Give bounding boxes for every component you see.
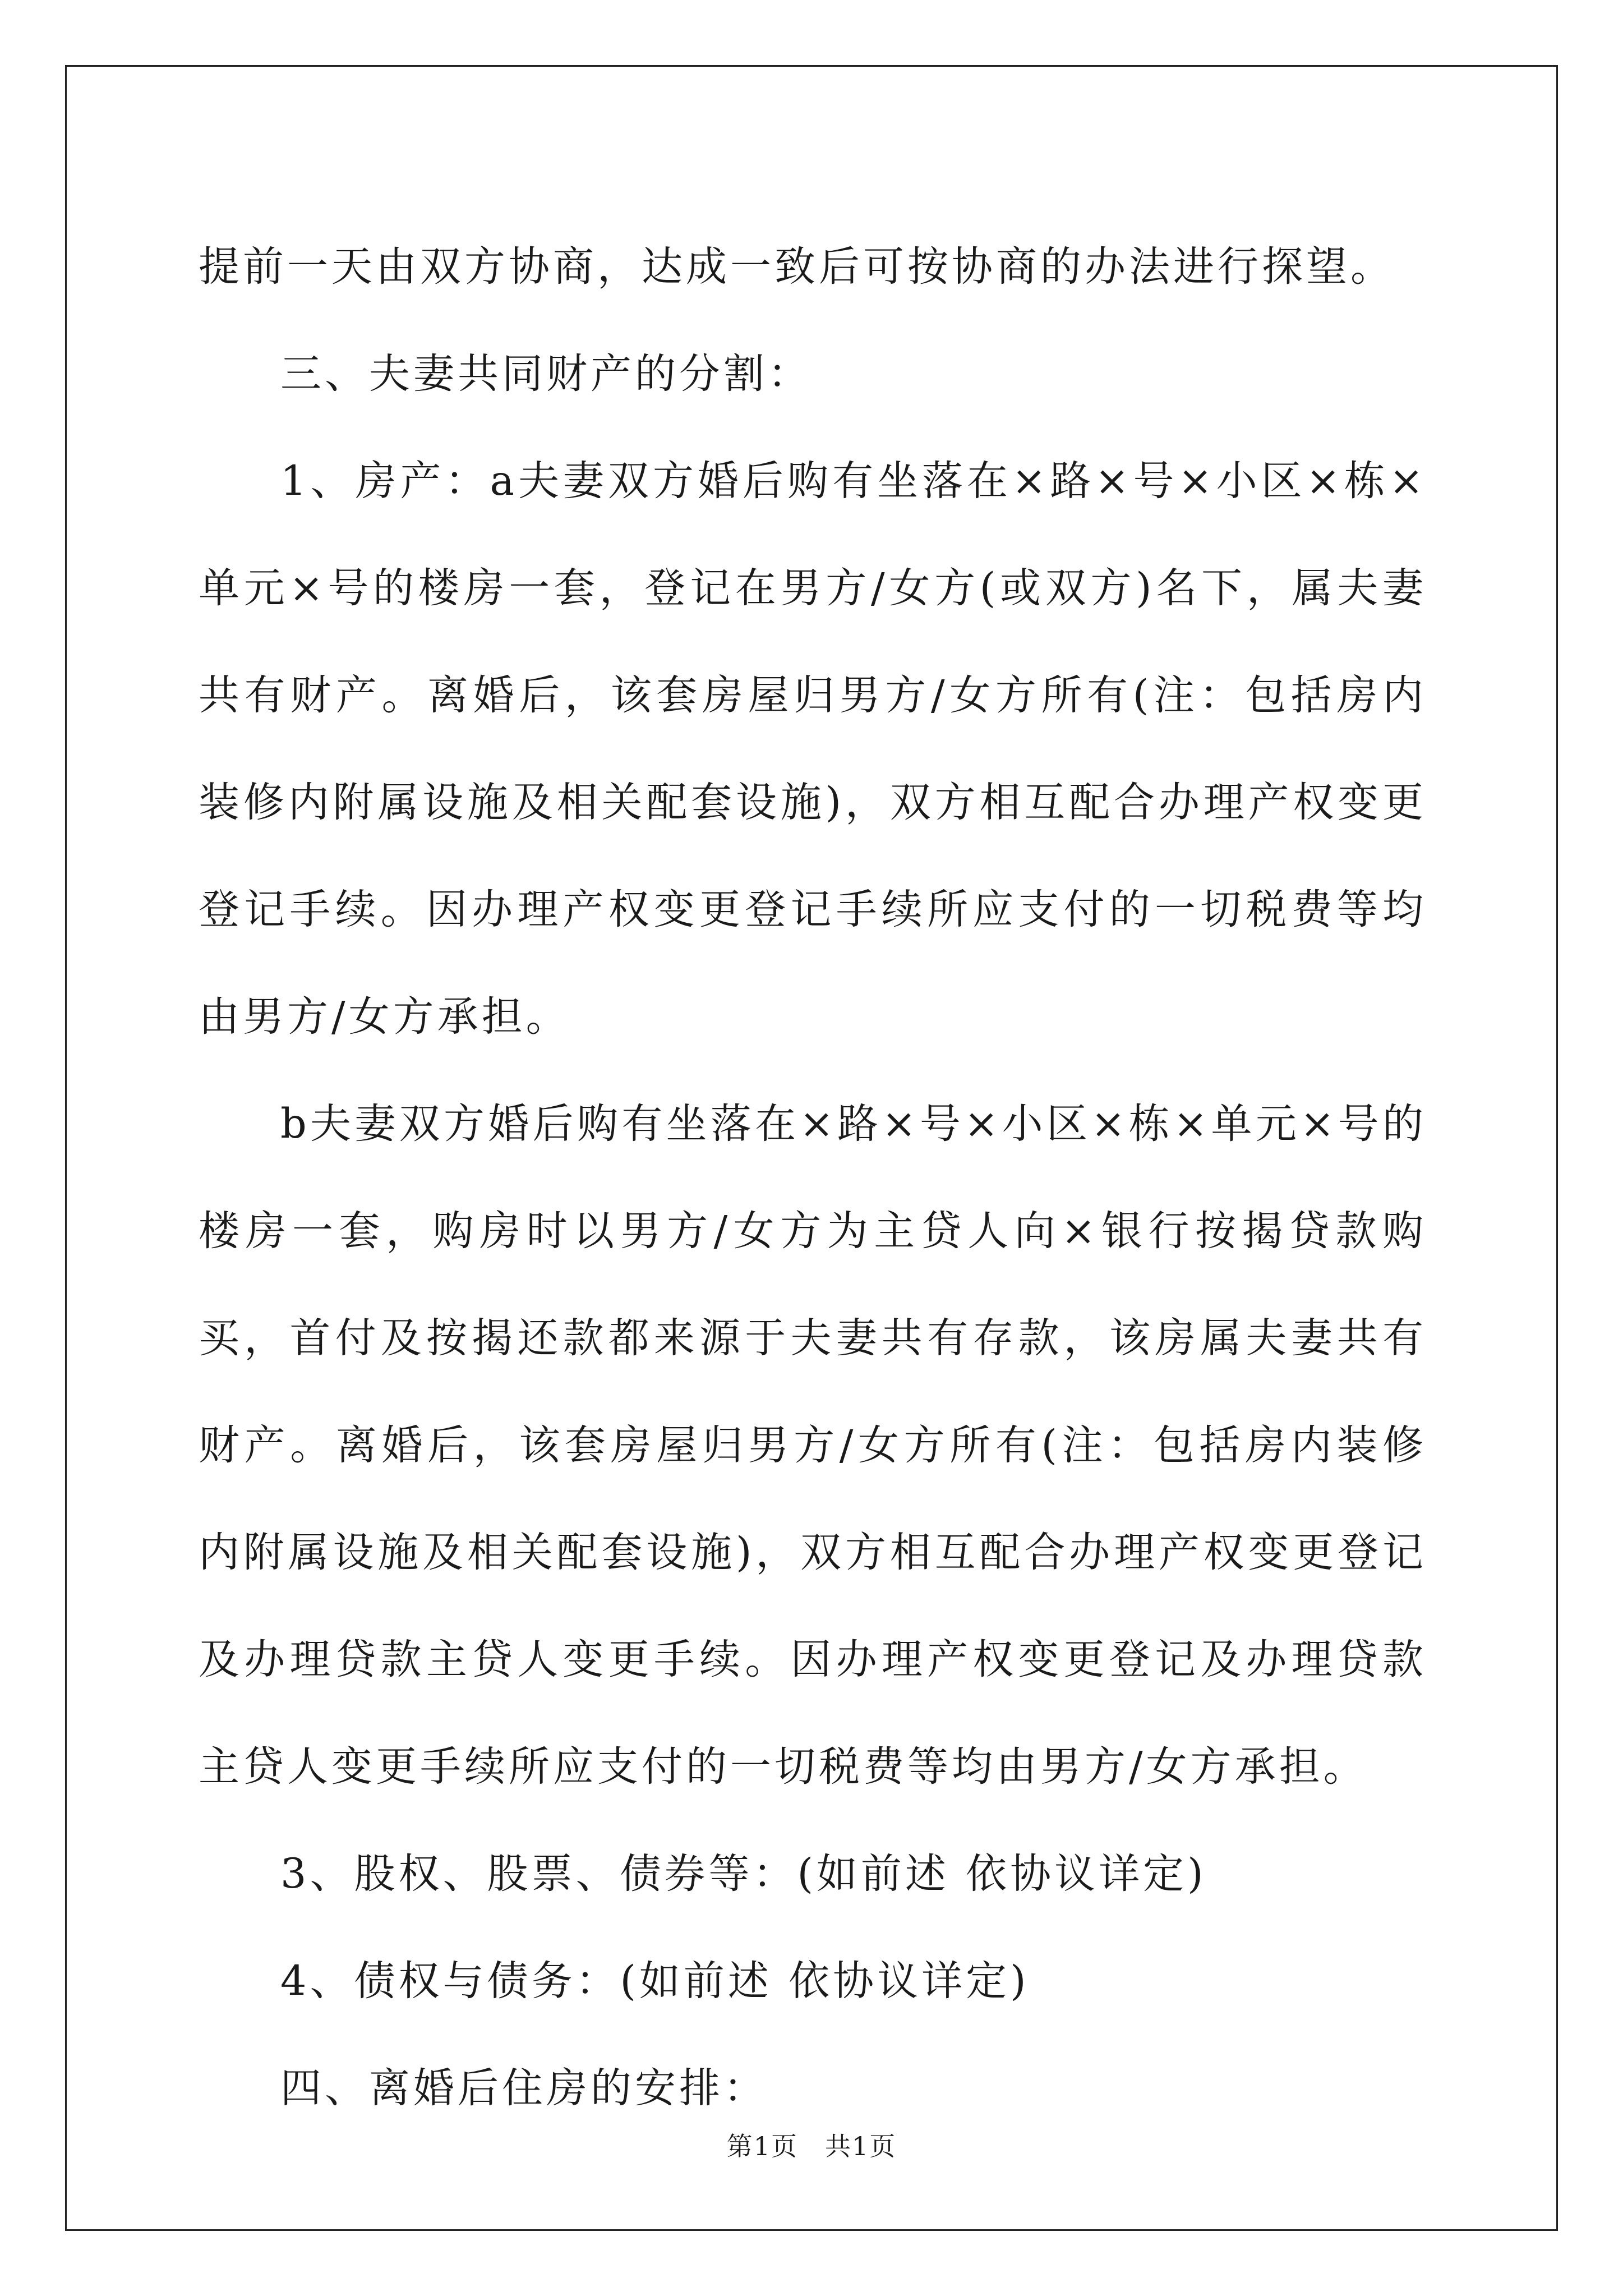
paragraph-equity-stocks: 3、股权、股票、债券等：(如前述 依协议详定): [280, 1850, 1207, 1898]
document-body: [199, 213, 1427, 2142]
paragraph-1: 提前一天由双方协商，达成一致后可按协商的办法进行探望。: [199, 243, 1395, 291]
paragraph-real-estate-a: 1、房产：a夫妻双方婚后购有坐落在×路×号×小区×栋×单元×号的楼房一套，登记在男方/女方(或双方)名下，属夫妻共有财产。离婚后，该套房屋归男方/女方所有(注：包括房内装修内附属设施及相关配套设施)，双方相互配合办理产权变更登记手续。因办理产权变更登记手续所应支付的一切税费等均由男方/女方承担。: [199, 457, 1427, 1041]
paragraph-claims-debts: 4、债权与债务：(如前述 依协议详定): [280, 1957, 1030, 2005]
section-heading-housing: 四、离婚后住房的安排：: [280, 2064, 768, 2112]
page-number-footer: 第1页 共1页: [726, 2131, 897, 2161]
paragraph-real-estate-b: b夫妻双方婚后购有坐落在×路×号×小区×栋×单元×号的楼房一套，购房时以男方/女方为主贷人向×银行按揭贷款购买，首付及按揭还款都来源于夫妻共有存款，该房属夫妻共有财产。离婚后，该套房屋归男方/女方所有(注：包括房内装修内附属设施及相关配套设施)，双方相互配合办理产权变更登记及办理贷款主贷人变更手续。因办理产权变更登记及办理贷款主贷人变更手续所应支付的一切税费等均由男方/女方承担。: [199, 1100, 1427, 1791]
section-heading-property-division: 三、夫妻共同财产的分割：: [280, 350, 812, 398]
